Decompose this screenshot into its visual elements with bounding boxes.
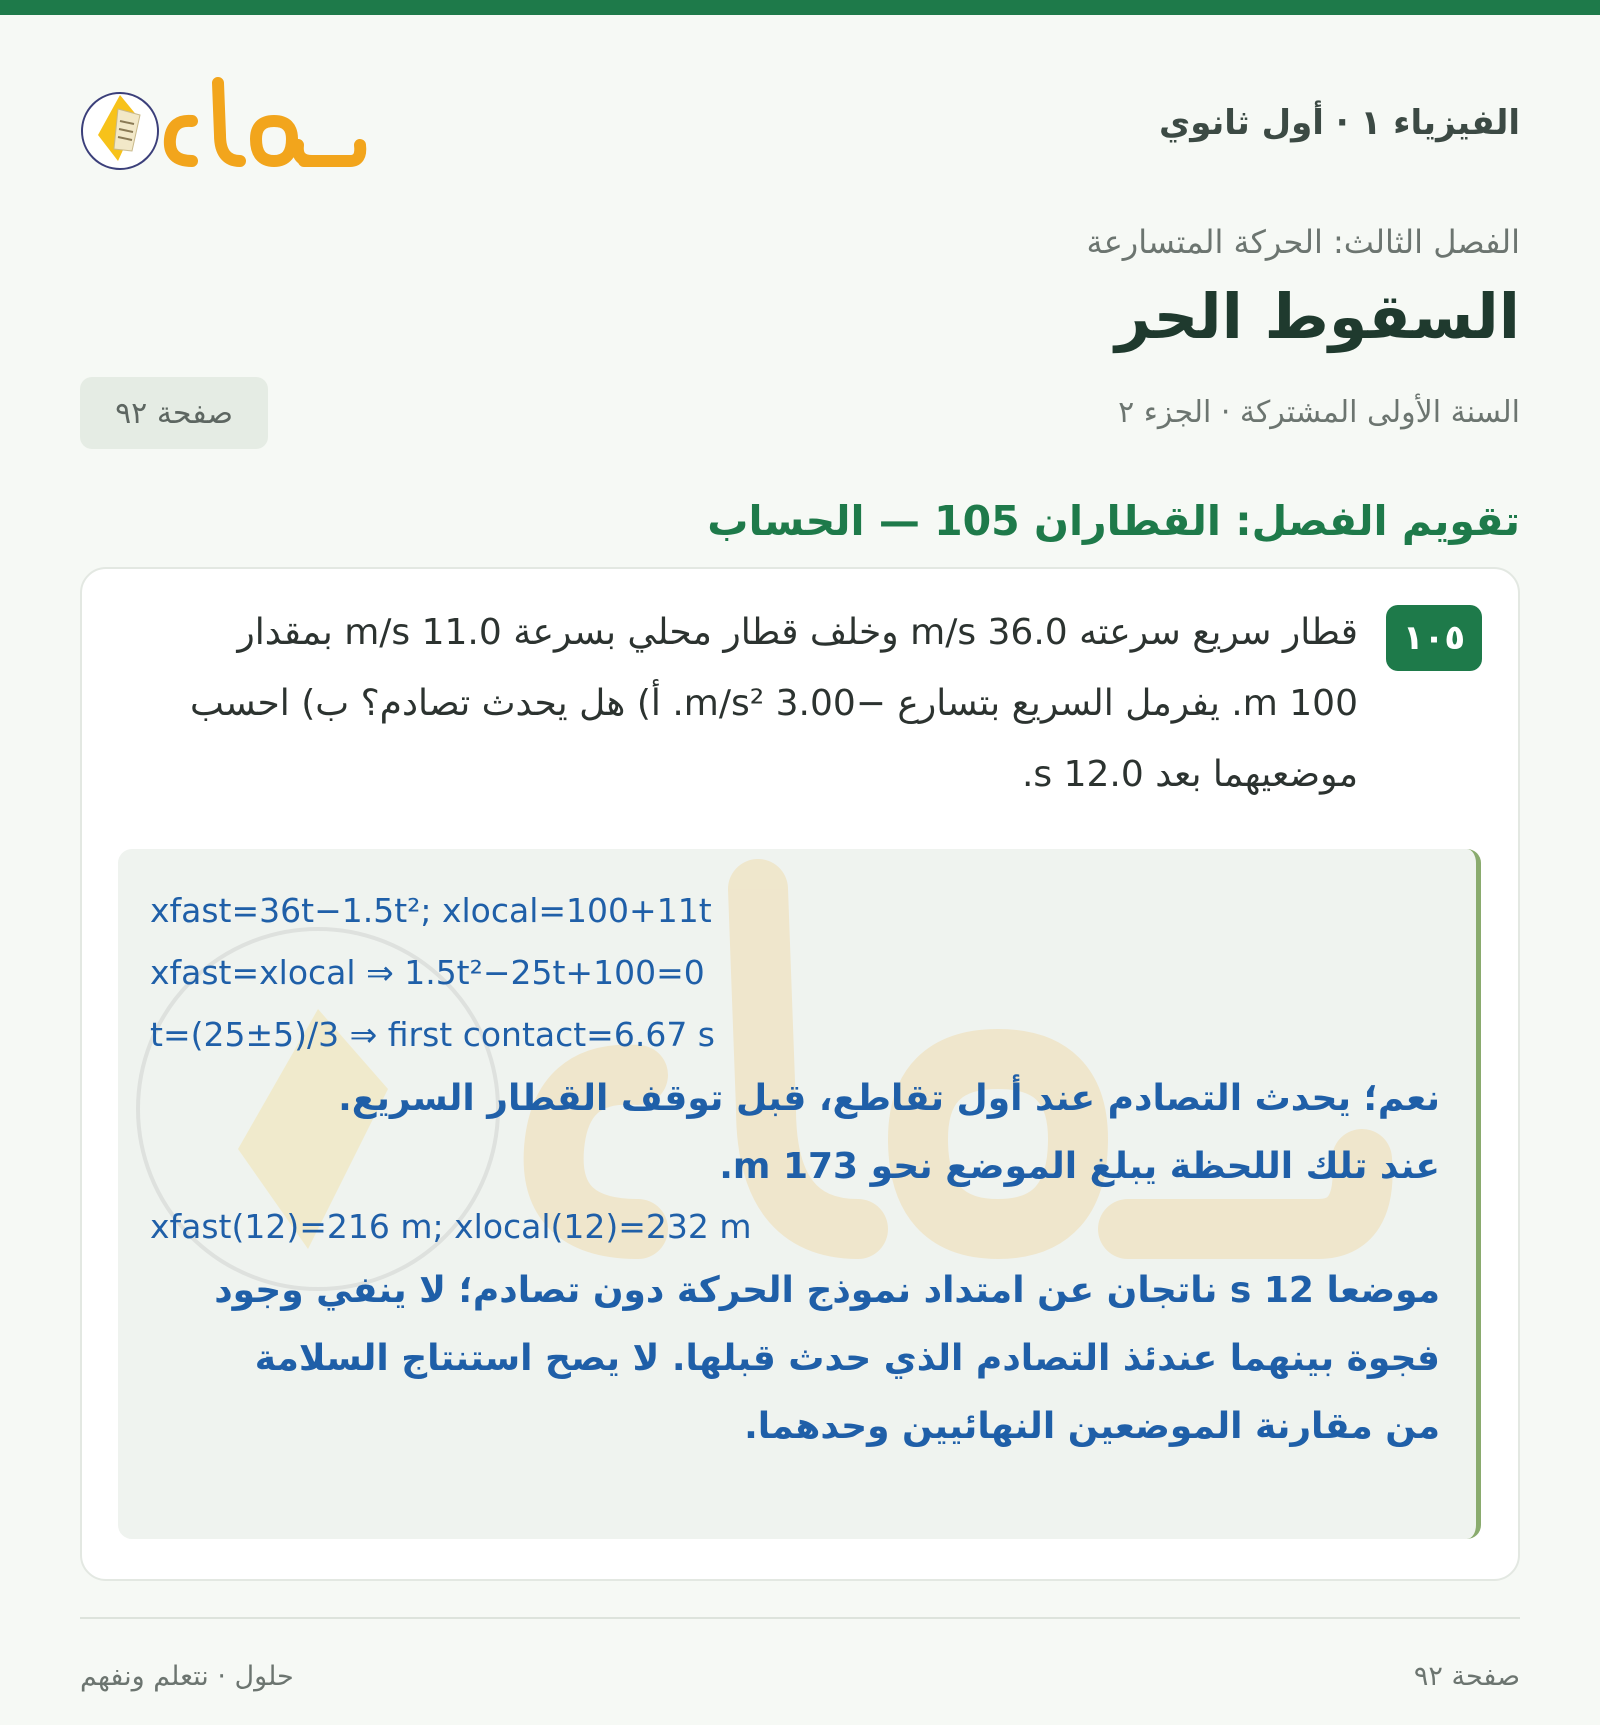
book-meta: السنة الأولى المشتركة · الجزء ٢	[1118, 395, 1520, 430]
question-number-badge: ١٠٥	[1386, 605, 1482, 671]
footer-page-number: صفحة ٩٢	[1413, 1661, 1520, 1692]
hulul-logo[interactable]	[80, 65, 370, 195]
equation-meeting: xfast=xlocal ⇒ 1.5t²−25t+100=0	[150, 953, 705, 992]
subject-title: الفيزياء ١ · أول ثانوي	[1159, 103, 1520, 143]
question-text: قطار سريع سرعته 36.0 m/s وخلف قطار محلي بسرعة 11.0 m/s بمقدار 100 m. يفرمل السريع بتسارع −3.00 m/s². أ) هل يحدث تصادم؟ ب) احسب موضعيهما بعد 12.0 s.	[190, 612, 1358, 795]
equation-roots: t=(25±5)/3 ⇒ first contact=6.67 s	[150, 1015, 715, 1054]
footer-divider	[80, 1617, 1520, 1619]
equation-positions: xfast=36t−1.5t²; xlocal=100+11t	[150, 891, 712, 930]
page-title: السقوط الحر	[1115, 280, 1520, 353]
solution-box	[118, 849, 1481, 1539]
section-title: تقويم الفصل: القطاران 105 — الحساب	[707, 497, 1520, 545]
logo-wordmark	[170, 83, 360, 161]
chapter-label: الفصل الثالث: الحركة المتسارعة	[1086, 223, 1520, 261]
answer-positions: موضعا 12 s ناتجان عن امتداد نموذج الحركة دون تصادم؛ لا ينفي وجود فجوة بينهما عندئذ التصادم الذي حدث قبلها. لا يصح استنتاج السلامة من مقارنة الموضعين النهائيين وحدهما.	[214, 1270, 1440, 1447]
answer-collision: نعم؛ يحدث التصادم عند أول تقاطع، قبل توقف القطار السريع. عند تلك اللحظة يبلغ الموضع نحو 173 m.	[338, 1078, 1440, 1187]
question-card	[80, 567, 1520, 1581]
page	[80, 15, 1520, 1715]
page-number-badge: صفحة ٩٢	[80, 377, 268, 449]
top-accent-bar	[0, 0, 1600, 15]
footer-brand: حلول · نتعلم ونفهم	[80, 1661, 294, 1692]
equation-positions-12s: xfast(12)=216 m; xlocal(12)=232 m	[150, 1207, 752, 1246]
